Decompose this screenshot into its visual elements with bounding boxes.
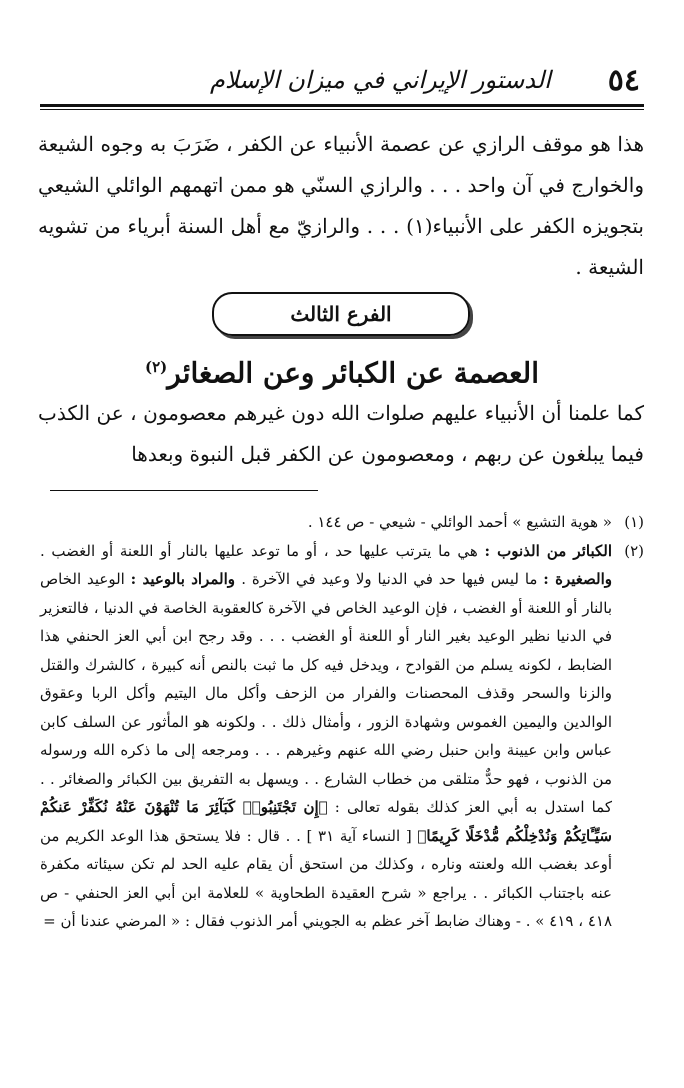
page-header [40,58,644,104]
footnote-term: والصغيرة : [543,570,613,588]
section-heading-footnote-ref: (٢) [144,358,168,376]
footnote-separator [50,490,318,491]
footnote-number: (٢) [624,541,644,560]
footnote-2 [40,537,644,936]
section-box-label: الفرع الثالث [212,292,470,336]
footnote-term: والمراد بالوعيد : [130,570,242,588]
running-title: الدستور الإيراني في ميزان الإسلام [210,66,551,94]
footnote-term: الكبائر من الذنوب : [484,541,612,560]
footnote-1 [40,508,644,537]
footnote-number: (١) [624,513,644,531]
header-rule [40,104,644,107]
body-paragraph-2: كما علمنا أن الأنبياء عليهم صلوات الله دون غيرهم معصومون ، عن الكذب فيما يبلغون عن ربهم ، ومعصومون عن الكفر قبل النبوة وبعدها [38,401,644,466]
footnotes [40,508,644,936]
footnote-text: ما ليس فيها حد في الدنيا ولا وعيد في الآخرة . [241,570,544,588]
footnote-text: « هوية التشيع » أحمد الوائلي - شيعي - ص ١٤٤ . [307,513,612,531]
quran-verse: ﴿إِن تَجْتَنِبُوا۟ كَبَآئِرَ مَا تُنْهَوْنَ عَنْهُ نُكَفِّرْ عَنكُمْ سَيِّـَٔاتِكُمْ وَنُدْخِلْكُم مُّدْخَلًا كَرِيمًا﴾ [40,798,612,845]
body-paragraph-1: هذا هو موقف الرازي عن عصمة الأنبياء عن الكفر ، ضَرَبَ به وجوه الشيعة والخوارج في آن واحد . . . والرازي السنّي هو ممن اتهمهم الوائلي الشيعي بتجويزه الكفر على الأنبياء(١) . . . والرازيّ مع أهل السنة أبرياء من تشويه الشيعة . [38,132,645,279]
footnote-text: [ النساء آية ٣١ ] . . قال : فلا يستحق هذا الوعد الكريم من أوعد بغضب الله ولعنته وناره ، وكذلك من استحق أن يقام عليه الحد لم تكن سيئاته مكفرة عنه باجتناب الكبائر . . يراجع « شرح العقيدة الطحاوية » للعلامة ابن أبي العز الحنفي - ص ٤١٨ ، ٤١٩ » . - وهناك ضابط آخر عظم به الجويني أمر الذنوب فقال : « المرضي عندنا أن = [40,826,612,930]
header-rule-thin [40,109,644,110]
footnote-text: الوعيد الخاص بالنار أو اللعنة أو الغضب ، فإن الوعيد الخاص في الآخرة كالعقوبة الخاصة في الدنيا ، فالتعزير في الدنيا نظير الوعيد بغير النار أو اللعنة أو الغضب . . . وقد رجح ابن أبي العز الحنفي هذا الضابط ، لكونه يسلم من القوادح ، ويدخل فيه كل ما ثبت بالنص أنه كبيرة ، كالشرك والقتل والزنا والسحر وقذف المحصنات والفرار من الزحف وأكل مال اليتيم وأكل الربا وعقوق الوالدين واليمين الغموس وشهادة الزور ، وأمثال ذلك . . ولكونه هو المأثور عن السلف كابن عباس وابن عيينة وابن حنبل رضي الله عنهم وغيرهم . . . ومرجعه إلى ما ذكره الله ورسوله من الذنوب ، فهو حدٌّ متلقى من خطاب الشارع . . ويسهل به التفريق بين الكبائر والصغائر . . كما استدل به أبي العز كذلك بقوله تعالى : [40,570,612,816]
page-number: ٥٤ [607,63,640,98]
section-heading [40,345,644,395]
section-heading-text: العصمة عن الكبائر وعن الصغائر [167,356,539,390]
footnote-text: هي ما يترتب عليها حد ، أو ما توعد عليها بالنار أو اللعنة أو الغضب . [40,541,485,560]
